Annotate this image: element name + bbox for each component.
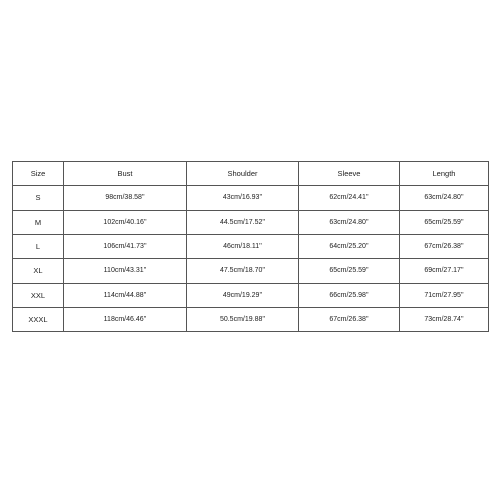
sleeve-cell: 63cm/24.80'' — [299, 210, 400, 234]
length-cell: 71cm/27.95'' — [400, 283, 489, 307]
size-cell: XL — [13, 259, 64, 283]
shoulder-cell: 44.5cm/17.52'' — [187, 210, 299, 234]
bust-cell: 102cm/40.16'' — [64, 210, 187, 234]
header-sleeve: Sleeve — [299, 162, 400, 186]
sleeve-cell: 65cm/25.59'' — [299, 259, 400, 283]
bust-cell: 118cm/46.46'' — [64, 307, 187, 331]
length-cell: 69cm/27.17'' — [400, 259, 489, 283]
table-header — [13, 162, 489, 186]
size-chart-table — [12, 161, 489, 332]
header-size: Size — [13, 162, 64, 186]
header-bust: Bust — [64, 162, 187, 186]
sleeve-cell: 67cm/26.38'' — [299, 307, 400, 331]
size-cell: L — [13, 234, 64, 258]
size-cell: XXL — [13, 283, 64, 307]
table-body — [13, 186, 489, 332]
shoulder-cell: 50.5cm/19.88'' — [187, 307, 299, 331]
table-row — [13, 186, 489, 210]
table-row — [13, 234, 489, 258]
table-row — [13, 283, 489, 307]
sleeve-cell: 62cm/24.41'' — [299, 186, 400, 210]
header-row — [13, 162, 489, 186]
length-cell: 65cm/25.59'' — [400, 210, 489, 234]
size-cell: XXXL — [13, 307, 64, 331]
shoulder-cell: 49cm/19.29'' — [187, 283, 299, 307]
length-cell: 63cm/24.80'' — [400, 186, 489, 210]
table-row — [13, 210, 489, 234]
table-row — [13, 259, 489, 283]
size-cell: S — [13, 186, 64, 210]
sleeve-cell: 64cm/25.20'' — [299, 234, 400, 258]
bust-cell: 106cm/41.73'' — [64, 234, 187, 258]
header-length: Length — [400, 162, 489, 186]
shoulder-cell: 46cm/18.11'' — [187, 234, 299, 258]
shoulder-cell: 47.5cm/18.70'' — [187, 259, 299, 283]
sleeve-cell: 66cm/25.98'' — [299, 283, 400, 307]
bust-cell: 114cm/44.88'' — [64, 283, 187, 307]
length-cell: 73cm/28.74'' — [400, 307, 489, 331]
length-cell: 67cm/26.38'' — [400, 234, 489, 258]
size-cell: M — [13, 210, 64, 234]
header-shoulder: Shoulder — [187, 162, 299, 186]
table-row — [13, 307, 489, 331]
bust-cell: 110cm/43.31'' — [64, 259, 187, 283]
shoulder-cell: 43cm/16.93'' — [187, 186, 299, 210]
bust-cell: 98cm/38.58'' — [64, 186, 187, 210]
